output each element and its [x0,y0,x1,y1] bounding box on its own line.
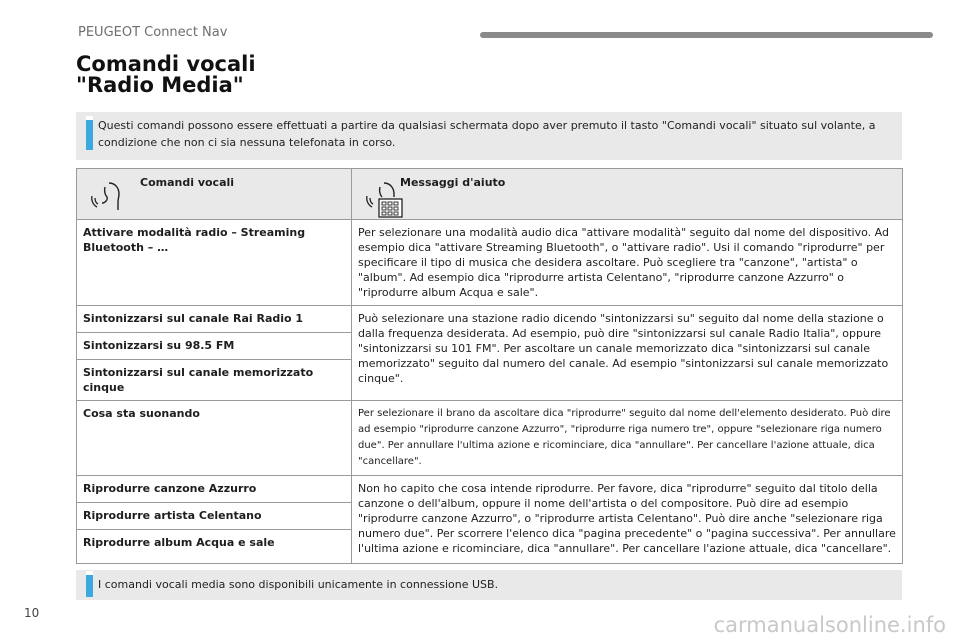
table-row [77,220,903,306]
page-title [76,54,256,96]
table-header-help [352,169,903,220]
footer-note [76,570,902,600]
intro-note-text: Questi comandi possono essere effettuati a partire da qualsiasi schermata dopo aver premuto il tasto "Comandi vocali" situato sul volante, a condizione che non ci sia nessuna telefonata in corso. [98,119,876,149]
info-icon [86,575,93,597]
command-cell: Riprodurre album Acqua e sale [77,530,352,564]
table-row [77,401,903,476]
command-cell: Sintonizzarsi sul canale memorizzato cinque [77,360,352,401]
watermark: carmanualsonline.info [713,613,946,637]
command-cell: Cosa sta suonando [77,401,352,476]
table-row [77,306,903,333]
info-icon [86,120,93,150]
command-cell: Sintonizzarsi su 98.5 FM [77,333,352,360]
table-row [77,476,903,503]
help-cell-tune: Può selezionare una stazione radio dicendo "sintonizzarsi su" seguito dal nome della stazione o dalla frequenza desiderata. Ad esempio, può dire "sintonizzarsi sul canale Radio Italia", oppure "sintonizzarsi su 101 FM". Per ascoltare un canale memorizzato dica "sintonizzarsi sul canale memorizzato" seguito dal numero del canale. Ad esempio "sintonizzarsi sul canale memorizzato cinque". [352,306,903,401]
page-number: 10 [24,606,40,620]
page-title-line2: "Radio Media" [76,73,244,97]
help-cell-playback: Non ho capito che cosa intende riprodurre. Per favore, dica "riprodurre" seguito dal titolo della canzone o dell'album, oppure il nome dell'artista o del compositore. Può dire ad esempio "riprodurre canzone Azzurro", o "riprodurre artista Celentano". Può dire anche "selezionare riga numero due". Per scorrere l'elenco dica "pagina precedente" o "pagina successiva". Per annullare l'ultima azione e ricominciare, dica "annullare". Per cancellare l'azione attuale, dica "cancellare". [352,476,903,564]
intro-note [76,112,902,160]
voice-commands-table [76,168,903,564]
header-label-help: Messaggi d'aiuto [400,176,506,189]
table-header-commands [77,169,352,220]
command-cell: Sintonizzarsi sul canale Rai Radio 1 [77,306,352,333]
header-divider [480,32,933,38]
footer-note-text: I comandi vocali media sono disponibili unicamente in connessione USB. [98,578,499,591]
table-header-row [77,169,903,220]
voice-command-icon [89,181,123,211]
command-cell: Riprodurre artista Celentano [77,503,352,530]
command-cell: Attivare modalità radio – Streaming Bluetooth – … [77,220,352,306]
page-title-line1: Comandi vocali [76,52,256,76]
help-cell: Per selezionare il brano da ascoltare dica "riprodurre" seguito dal nome dell'elemento desiderato. Può dire ad esempio "riprodurre canzone Azzurro", "riprodurre riga numero tre", oppure "selezionare riga numero due". Per annullare l'ultima azione e ricominciare, dica "annullare". Per cancellare l'azione attuale, dica "cancellare". [352,401,903,476]
brand-header: PEUGEOT Connect Nav [78,25,228,40]
help-cell: Per selezionare una modalità audio dica "attivare modalità" seguito dal nome del dispositivo. Ad esempio dica "attivare Streaming Bluetooth", o "attivare radio". Usi il comando "riprodurre" per specificare il tipo di musica che desidera ascoltare. Può scegliere tra "canzone", "artista" o "album". Ad esempio dica "riprodurre artista Celentano", "riprodurre canzone Azzurro" o "riprodurre album Acqua e sale". [352,220,903,306]
command-cell: Riprodurre canzone Azzurro [77,476,352,503]
header-label-commands: Comandi vocali [140,176,235,189]
voice-help-icon [364,181,404,219]
